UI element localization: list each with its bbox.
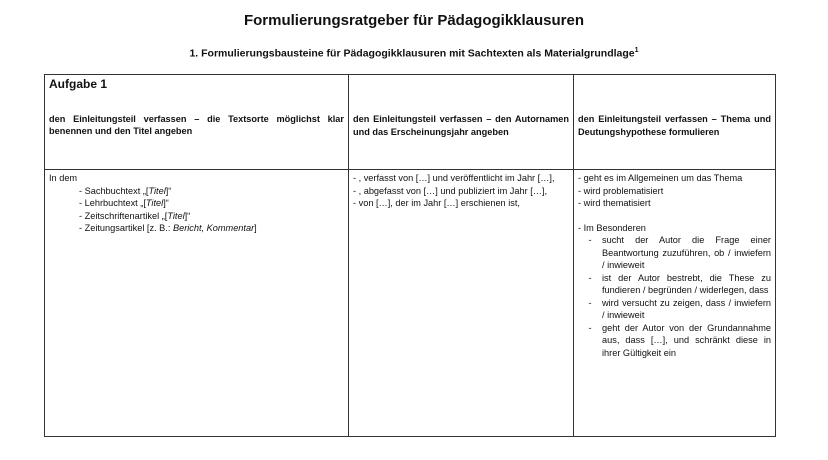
- table-body-row: [45, 170, 776, 437]
- item-italic: Titel: [148, 185, 166, 196]
- list-item: - geht es im Allgemeinen um das Thema: [578, 173, 743, 183]
- list-item: [578, 272, 771, 297]
- header-cell-autor: [349, 75, 574, 170]
- formulation-table: [44, 74, 776, 437]
- item-pre: - Zeitschriftenartikel „[: [79, 210, 168, 221]
- body-cell-autor: [349, 170, 574, 437]
- footnote-marker: 1: [634, 47, 639, 54]
- item-post: ]“: [163, 198, 169, 208]
- header-text-3: den Einleitungsteil verfassen – Thema und Deutungshypothese formulieren: [578, 114, 771, 137]
- item-italic: Bericht, Kommentar: [172, 223, 255, 233]
- header-cell-thema: [574, 75, 776, 170]
- item-text: sucht der Autor die Frage einer Beantwortung zuzuführen, ob / inwiefern / inwieweit: [602, 235, 771, 270]
- special-label: - Im Besonderen: [578, 222, 646, 233]
- spacer: [578, 210, 771, 222]
- list-item: - von […], der im Jahr […] erschienen ist,: [353, 198, 520, 208]
- list-item: [49, 197, 344, 210]
- body-cell-textsorte: [45, 170, 349, 437]
- list-item: - wird problematisiert: [578, 185, 664, 196]
- item-post: ]“: [165, 185, 172, 196]
- header-text-2: den Einleitungsteil verfassen – den Autornamen und das Erscheinungsjahr angeben: [353, 114, 569, 137]
- dash-marker: -: [588, 272, 592, 283]
- list-item: - wird thematisiert: [578, 198, 651, 208]
- item-pre: - Zeitungsartikel [z. B.:: [79, 223, 173, 233]
- list-item: [578, 322, 771, 360]
- section-subtitle: [0, 47, 828, 60]
- list-item: [49, 185, 344, 198]
- body-cell-thema: [574, 170, 776, 437]
- header-text-1: den Einleitungsteil verfassen – die Textsorte möglichst klar benennen und den Titel angeben: [49, 113, 344, 136]
- item-italic: Titel: [145, 198, 164, 208]
- list-item: - , verfasst von […] und veröffentlicht im Jahr […],: [353, 173, 555, 183]
- item-text: ist der Autor bestrebt, die These zu fundieren / begründen / widerlegen, dass: [602, 272, 771, 295]
- dash-marker: -: [588, 297, 592, 308]
- dash-marker: -: [588, 322, 592, 333]
- table-header-row: [45, 75, 776, 170]
- header-cell-textsorte: [45, 75, 349, 170]
- item-italic: Titel: [167, 210, 185, 221]
- intro-text: In dem: [49, 173, 78, 183]
- subtitle-text: 1. Formulierungsbausteine für Pädagogikklausuren mit Sachtexten als Materialgrundlage: [189, 47, 635, 60]
- dash-marker: -: [588, 235, 592, 245]
- item-text: wird versucht zu zeigen, dass / inwiefern / inwieweit: [602, 297, 771, 320]
- item-text: geht der Autor von der Grundannahme aus, dass […], und schränkt diese in ihrer Gültigkeit ein: [602, 322, 771, 358]
- item-post: ]“: [184, 210, 191, 221]
- list-item: [49, 222, 344, 235]
- list-item: [578, 297, 771, 322]
- item-pre: - Sachbuchtext „[: [79, 185, 149, 196]
- item-post: ]: [254, 223, 257, 233]
- item-pre: - Lehrbuchtext „[: [79, 198, 146, 208]
- list-item: [49, 210, 344, 223]
- task-label: Aufgabe 1: [49, 77, 108, 91]
- list-item: [578, 234, 771, 272]
- document-title: Formulierungsratgeber für Pädagogikklausuren: [243, 12, 585, 29]
- list-item: - , abgefasst von […] und publiziert im Jahr […],: [353, 185, 548, 196]
